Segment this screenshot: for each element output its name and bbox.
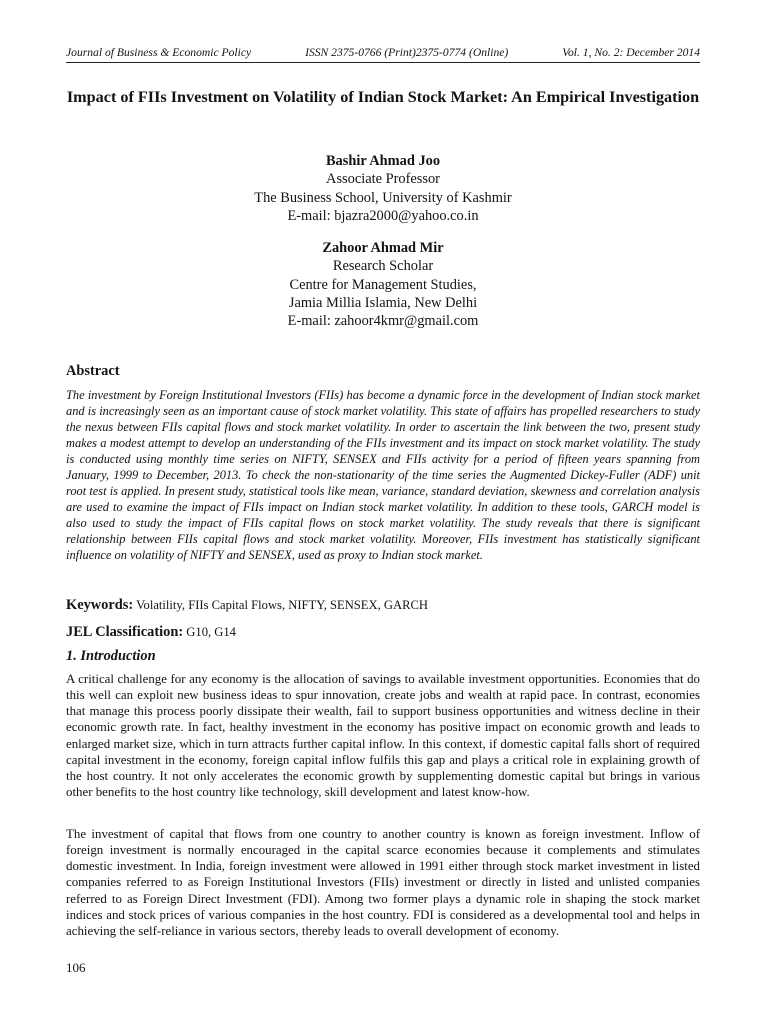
- keywords-value: Volatility, FIIs Capital Flows, NIFTY, SENSEX, GARCH: [136, 598, 428, 612]
- author-email: E-mail: zahoor4kmr@gmail.com: [287, 313, 479, 330]
- abstract-text: The investment by Foreign Institutional Investors (FIIs) has become a dynamic force in the development of Indian stock market and is increasingly seen as an important cause of stock market volatility. This state of affairs has propelled researchers to study the nexus between FIIs capital flows and stock market volatility. In order to ascertain the link between the two, present study makes a modest attempt to develop an understanding of the FIIs investment and its impact on stock market volatility. The study is conducted using monthly time series on NIFTY, SENSEX and FIIs activity for a period of fifteen years spanning from January, 1999 to December, 2013. To check the non-stationarity of the time series the Augmented Dickey-Fuller (ADF) unit root test is applied. In present study, statistical tools like mean, variance, standard deviation, skewness and correlation analysis are used to examine the impact of FIIs impact on Indian stock market volatility. In addition to these tools, GARCH model is also used to study the impact of FIIs capital flows on stock market volatility. The study reveals that there is significant relationship between FIIs capital flows and stock market volatility. Moreover, FIIs investment has statistically significant influence on volatility of NIFTY and SENSEX, used as proxy to Indian stock market.: [66, 388, 700, 562]
- author-2: [66, 239, 700, 330]
- journal-name: Journal of Business & Economic Policy: [66, 46, 252, 59]
- abstract-heading: Abstract: [66, 363, 120, 379]
- page-number: 106: [66, 960, 86, 975]
- jel-value: G10, G14: [186, 625, 236, 639]
- author-name: Zahoor Ahmad Mir: [322, 240, 444, 256]
- author-1: [66, 152, 700, 225]
- author-position: Research Scholar: [332, 258, 434, 275]
- volume-info: Vol. 1, No. 2: December 2014: [562, 46, 700, 59]
- introduction-heading: 1. Introduction: [66, 648, 156, 664]
- author-email: E-mail: bjazra2000@yahoo.co.in: [287, 207, 479, 224]
- running-header: [66, 46, 700, 59]
- author-affiliation: The Business School, University of Kashmir: [254, 189, 512, 206]
- jel-label: JEL Classification:: [66, 624, 184, 640]
- issn: ISSN 2375-0766 (Print)2375-0774 (Online): [305, 46, 509, 59]
- body-paragraph: A critical challenge for any economy is the allocation of savings to available investment opportunities. Economies that do this well can exploit new business ideas to spur innovation, create jobs and wealth at rapid pace. In contrast, economies that manage this process poorly dissipate their wealth, fail to support business opportunities and witness decline in their economic growth rate. In fact, healthy investment in the economy has positive impact on economic growth and leads to enlarged market size, which in turn attracts further capital inflow. In this context, if domestic capital falls short of required capital investment in the economy, foreign capital inflow fulfils this gap and plays a critical role in explaining growth of the host country. It not only accelerates the economic growth by supplementing domestic capital but brings in various other benefits to the host country like technology, skill development and latest know-how.: [66, 672, 700, 800]
- author-position: Associate Professor: [326, 171, 440, 188]
- keywords-line: [66, 597, 700, 614]
- keywords-label: Keywords:: [66, 597, 134, 613]
- author-affiliation-line: Jamia Millia Islamia, New Delhi: [288, 294, 478, 311]
- body-paragraph: The investment of capital that flows from one country to another country is known as foreign investment. Inflow of foreign investment is normally encouraged in the capital scarce economies because it complements and stimulates domestic investment. In India, foreign investment were allowed in 1991 either through stock market investment in listed companies referred to as Foreign Institutional Investors (FIIs) investment or directly in listed and unlisted companies referred to as Foreign Direct Investment (FDI). Among two former plays a dynamic role in shaping the stock market indices and stock prices of various companies in the host country. FDI is considered as a developmental tool and helps in achieving the self-reliance in various sectors, thereby leads to overall development of economy.: [66, 827, 700, 938]
- paper-title: Impact of FIIs Investment on Volatility of Indian Stock Market: An Empirical Investigation: [66, 88, 700, 106]
- jel-line: [66, 624, 700, 641]
- header-rule: [66, 62, 700, 63]
- author-affiliation-line: Centre for Management Studies,: [289, 276, 477, 293]
- author-name: Bashir Ahmad Joo: [325, 153, 441, 169]
